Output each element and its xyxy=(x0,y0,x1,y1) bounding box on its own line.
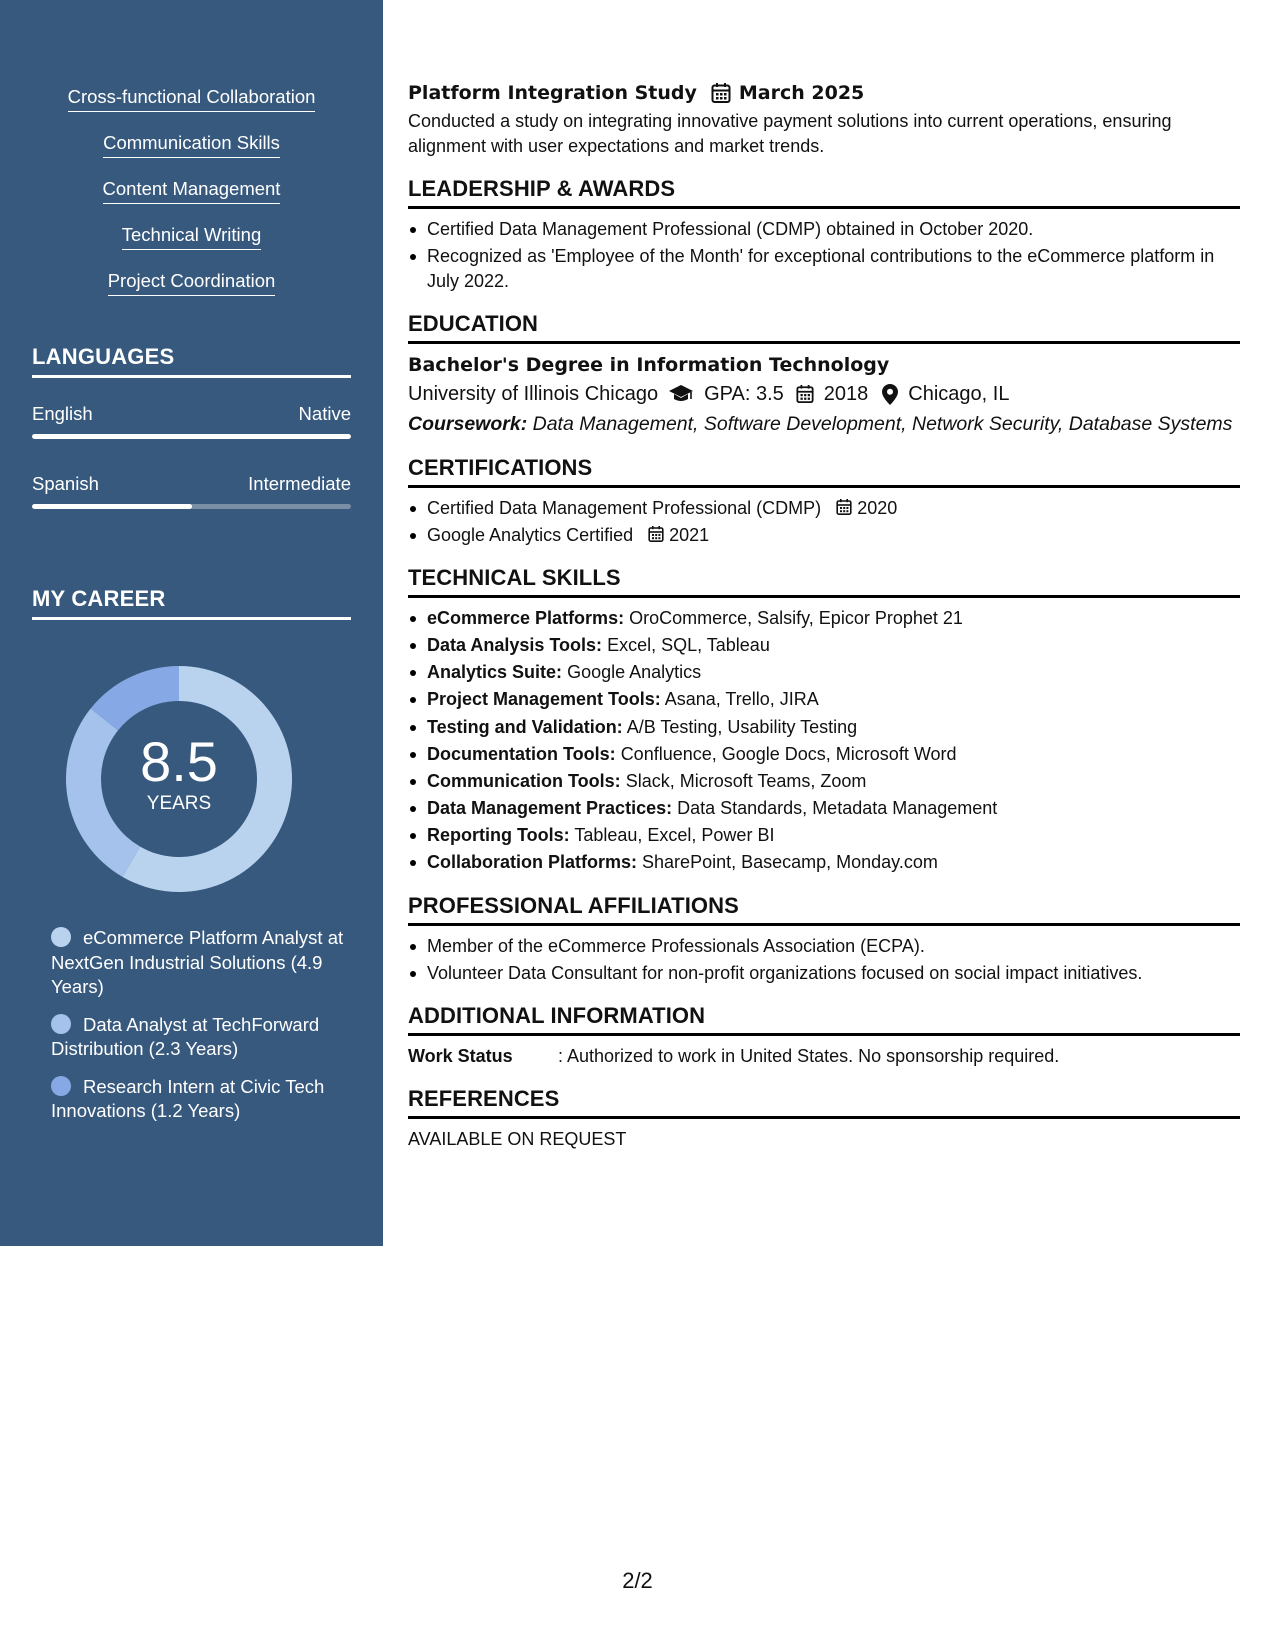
list-item xyxy=(408,496,1240,521)
work-status-row xyxy=(408,1044,1240,1068)
references-heading: REFERENCES xyxy=(408,1086,1240,1119)
education-coursework xyxy=(408,412,1240,437)
list-item xyxy=(408,850,1240,875)
career-item-text: eCommerce Platform Analyst at NextGen Industrial Solutions (4.9 Years) xyxy=(51,927,344,997)
skill-category: Collaboration Platforms: xyxy=(427,852,638,873)
calendar-icon xyxy=(836,498,852,516)
graduation-cap-icon xyxy=(668,384,694,404)
leadership-heading: LEADERSHIP & AWARDS xyxy=(408,176,1240,209)
list-item xyxy=(408,742,1240,767)
technical-skills-section xyxy=(408,565,1240,874)
work-status-label: Work Status xyxy=(408,1046,513,1067)
coursework-value: Data Management, Software Development, Network Security, Database Systems xyxy=(532,413,1233,436)
career-total-unit: YEARS xyxy=(146,793,212,814)
list-item xyxy=(408,823,1240,848)
page-number: 2/2 xyxy=(622,1568,653,1593)
list-item: Member of the eCommerce Professionals Association (ECPA). xyxy=(408,934,1240,959)
skill-tag: Content Management xyxy=(103,176,281,204)
project-date: March 2025 xyxy=(738,82,865,104)
technical-skills-list xyxy=(408,606,1240,874)
skill-category: Data Analysis Tools: xyxy=(427,635,603,656)
skill-values: A/B Testing, Usability Testing xyxy=(626,716,858,737)
affiliations-heading: PROFESSIONAL AFFILIATIONS xyxy=(408,893,1240,926)
career-legend xyxy=(51,926,351,1137)
career-heading: MY CAREER xyxy=(32,586,351,620)
additional-info-section xyxy=(408,1003,1240,1068)
list-item xyxy=(408,715,1240,740)
language-level: Native xyxy=(298,403,351,424)
skill-tag: Project Coordination xyxy=(108,268,276,296)
skill-category: Data Management Practices: xyxy=(427,797,673,818)
career-item-text: Data Analyst at TechForward Distribution (2.3 Years) xyxy=(51,1013,320,1059)
legend-dot-icon xyxy=(51,927,71,947)
skill-values: SharePoint, Basecamp, Monday.com xyxy=(642,852,938,873)
career-item xyxy=(51,926,351,1000)
skill-values: Google Analytics xyxy=(567,662,702,683)
skill-category: Documentation Tools: xyxy=(427,743,616,764)
language-bar-fill xyxy=(32,434,351,439)
education-gpa: GPA: 3.5 xyxy=(704,383,784,406)
skill-values: Data Standards, Metadata Management xyxy=(677,797,998,818)
list-item: Recognized as 'Employee of the Month' for exceptional contributions to the eCommerce platform in July 2022. xyxy=(408,244,1240,293)
skill-values: Confluence, Google Docs, Microsoft Word xyxy=(620,743,957,764)
leadership-section xyxy=(408,176,1240,293)
list-item xyxy=(408,660,1240,685)
career-total-value: 8.5 xyxy=(140,730,218,793)
list-item xyxy=(408,523,1240,548)
skill-values: Tableau, Excel, Power BI xyxy=(574,824,775,845)
list-item xyxy=(408,687,1240,712)
education-section xyxy=(408,311,1240,437)
references-section xyxy=(408,1086,1240,1151)
location-pin-icon xyxy=(882,384,898,405)
language-bar-fill xyxy=(32,504,192,509)
leadership-list xyxy=(408,217,1240,293)
certifications-section xyxy=(408,455,1240,548)
list-item: Volunteer Data Consultant for non-profit organizations focused on social impact initiatives. xyxy=(408,961,1240,986)
skill-category: Communication Tools: xyxy=(427,770,621,791)
career-item xyxy=(51,1013,351,1062)
list-item xyxy=(408,606,1240,631)
career-item-text: Research Intern at Civic Tech Innovations (1.2 Years) xyxy=(51,1075,325,1121)
language-level: Intermediate xyxy=(248,473,351,494)
skill-category: Project Management Tools: xyxy=(427,689,661,710)
calendar-icon xyxy=(648,525,664,543)
skill-category: eCommerce Platforms: xyxy=(427,608,625,629)
list-item xyxy=(408,769,1240,794)
certifications-list xyxy=(408,496,1240,548)
main-content xyxy=(408,80,1240,1151)
skill-category: Testing and Validation: xyxy=(427,716,623,737)
language-row-spanish xyxy=(32,473,351,495)
education-school: University of Illinois Chicago xyxy=(408,383,659,406)
career-item xyxy=(51,1075,351,1124)
list-item xyxy=(408,633,1240,658)
education-location: Chicago, IL xyxy=(908,383,1010,406)
work-status-value: : Authorized to work in United States. No sponsorship required. xyxy=(558,1046,1060,1067)
list-item: Certified Data Management Professional (CDMP) obtained in October 2020. xyxy=(408,217,1240,242)
certification-year: 2021 xyxy=(669,524,710,545)
education-year: 2018 xyxy=(823,383,869,406)
project-header xyxy=(408,80,1240,106)
technical-skills-heading: TECHNICAL SKILLS xyxy=(408,565,1240,598)
legend-dot-icon xyxy=(51,1076,71,1096)
career-total xyxy=(66,732,292,816)
certifications-heading: CERTIFICATIONS xyxy=(408,455,1240,488)
soft-skills-list xyxy=(0,84,383,314)
coursework-label: Coursework: xyxy=(408,413,528,436)
affiliations-list xyxy=(408,934,1240,986)
skill-tag: Cross-functional Collaboration xyxy=(68,84,316,112)
language-row-english xyxy=(32,403,351,425)
skill-tag: Technical Writing xyxy=(122,222,262,250)
education-heading: EDUCATION xyxy=(408,311,1240,344)
sidebar xyxy=(0,0,383,1246)
language-name: Spanish xyxy=(32,473,99,494)
certification-year: 2020 xyxy=(857,497,898,518)
skill-values: Asana, Trello, JIRA xyxy=(664,689,819,710)
skill-category: Analytics Suite: xyxy=(427,662,563,683)
language-bar-english xyxy=(32,434,351,439)
certification-name: Certified Data Management Professional (CDMP) xyxy=(427,497,822,518)
education-degree: Bachelor's Degree in Information Technology xyxy=(408,354,890,377)
education-meta xyxy=(408,380,1240,408)
skill-values: Excel, SQL, Tableau xyxy=(607,635,770,656)
additional-info-heading: ADDITIONAL INFORMATION xyxy=(408,1003,1240,1036)
skill-category: Reporting Tools: xyxy=(427,824,570,845)
language-bar-spanish xyxy=(32,504,351,509)
legend-dot-icon xyxy=(51,1014,71,1034)
affiliations-section xyxy=(408,893,1240,986)
skill-values: OroCommerce, Salsify, Epicor Prophet 21 xyxy=(629,608,963,629)
project-title: Platform Integration Study xyxy=(408,82,697,104)
skill-values: Slack, Microsoft Teams, Zoom xyxy=(625,770,867,791)
certification-name: Google Analytics Certified xyxy=(427,524,634,545)
calendar-icon xyxy=(796,384,814,404)
language-name: English xyxy=(32,403,93,424)
references-text: AVAILABLE ON REQUEST xyxy=(408,1129,627,1150)
calendar-icon xyxy=(711,82,731,104)
skill-tag: Communication Skills xyxy=(103,130,280,158)
project-description: Conducted a study on integrating innovative payment solutions into current operations, ensuring alignment with user expectations and market trends. xyxy=(408,111,1172,156)
list-item xyxy=(408,796,1240,821)
languages-heading: LANGUAGES xyxy=(32,344,351,378)
